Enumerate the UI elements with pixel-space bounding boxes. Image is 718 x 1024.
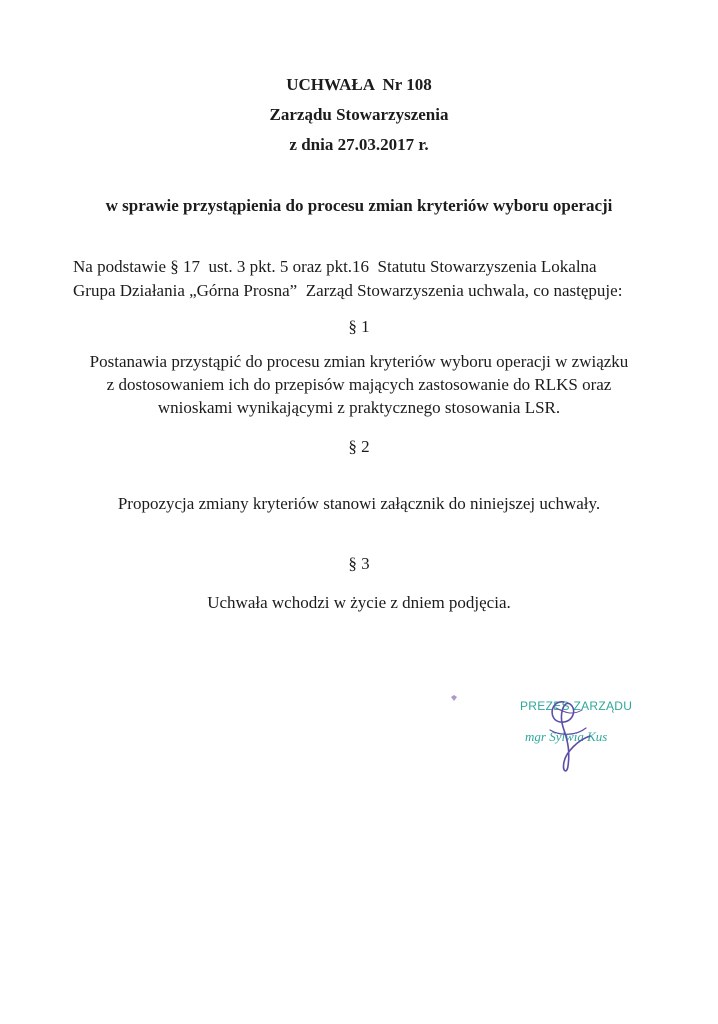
- section-text-line: Propozycja zmiany kryteriów stanowi załącznik do niniejszej uchwały.: [117, 494, 601, 513]
- ink-mark: [450, 694, 458, 702]
- signature-scribble: [520, 690, 620, 790]
- section-symbol: § 2: [348, 437, 370, 456]
- resolution-title: UCHWAŁA Nr 108: [286, 75, 432, 94]
- section-text-line: Postanawia przystąpić do procesu zmian kryteriów wyboru operacji w związku: [89, 352, 629, 371]
- stamp-title: PREZES ZARZĄDU: [520, 699, 633, 713]
- legal-basis-line: Na podstawie § 17 ust. 3 pkt. 5 oraz pkt.16 Statutu Stowarzyszenia Lokalna: [73, 257, 597, 276]
- legal-basis-line: Grupa Działania „Górna Prosna” Zarząd Stowarzyszenia uchwala, co następuje:: [73, 281, 623, 300]
- resolution-heading: [0, 70, 718, 160]
- section-text-line: Uchwała wchodzi w życie z dniem podjęcia.: [207, 593, 511, 612]
- section-text-line: z dostosowaniem ich do przepisów mających zastosowanie do RLKS oraz: [106, 375, 612, 394]
- stamp-name: mgr Sylwia Kus: [525, 729, 608, 744]
- section-symbol: § 3: [348, 554, 370, 573]
- section-text-line: wnioskami wynikającymi z praktycznego stosowania LSR.: [157, 398, 561, 417]
- resolution-issuer: Zarządu Stowarzyszenia: [269, 105, 449, 124]
- resolution-date: z dnia 27.03.2017 r.: [289, 135, 429, 154]
- legal-basis: [73, 255, 645, 303]
- section-symbol: § 1: [348, 317, 370, 336]
- resolution-subject: w sprawie przystąpienia do procesu zmian kryteriów wyboru operacji: [105, 196, 613, 215]
